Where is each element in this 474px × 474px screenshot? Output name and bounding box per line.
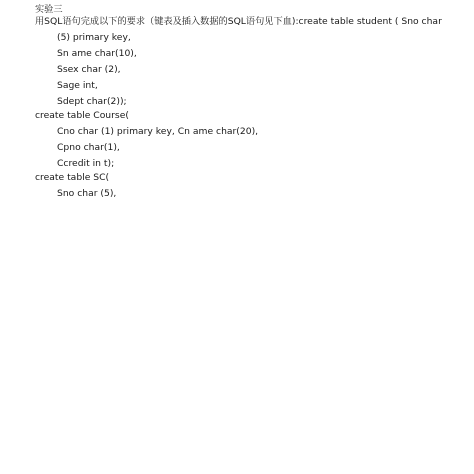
code-line: create table Course( bbox=[35, 110, 129, 121]
instruction-line: 用SQL语句完成以下的要求（键表及插入数据的SQL语句见下血):create table student ( Sno char bbox=[35, 16, 442, 27]
code-line: Sdept char(2)); bbox=[57, 96, 127, 107]
section-heading: 实验三 bbox=[35, 4, 63, 15]
code-line: create table SC( bbox=[35, 172, 110, 183]
code-line: Cno char (1) primary key, Cn ame char(20), bbox=[57, 126, 259, 137]
code-line: Ssex char (2), bbox=[57, 64, 121, 75]
code-line: Ccredit in t); bbox=[57, 158, 115, 169]
code-line: Cpno char(1), bbox=[57, 142, 120, 153]
code-line: Sage int, bbox=[57, 80, 98, 91]
code-line: (5) primary key, bbox=[57, 32, 131, 43]
code-line: Sn ame char(10), bbox=[57, 48, 137, 59]
code-line: Sno char (5), bbox=[57, 188, 117, 199]
